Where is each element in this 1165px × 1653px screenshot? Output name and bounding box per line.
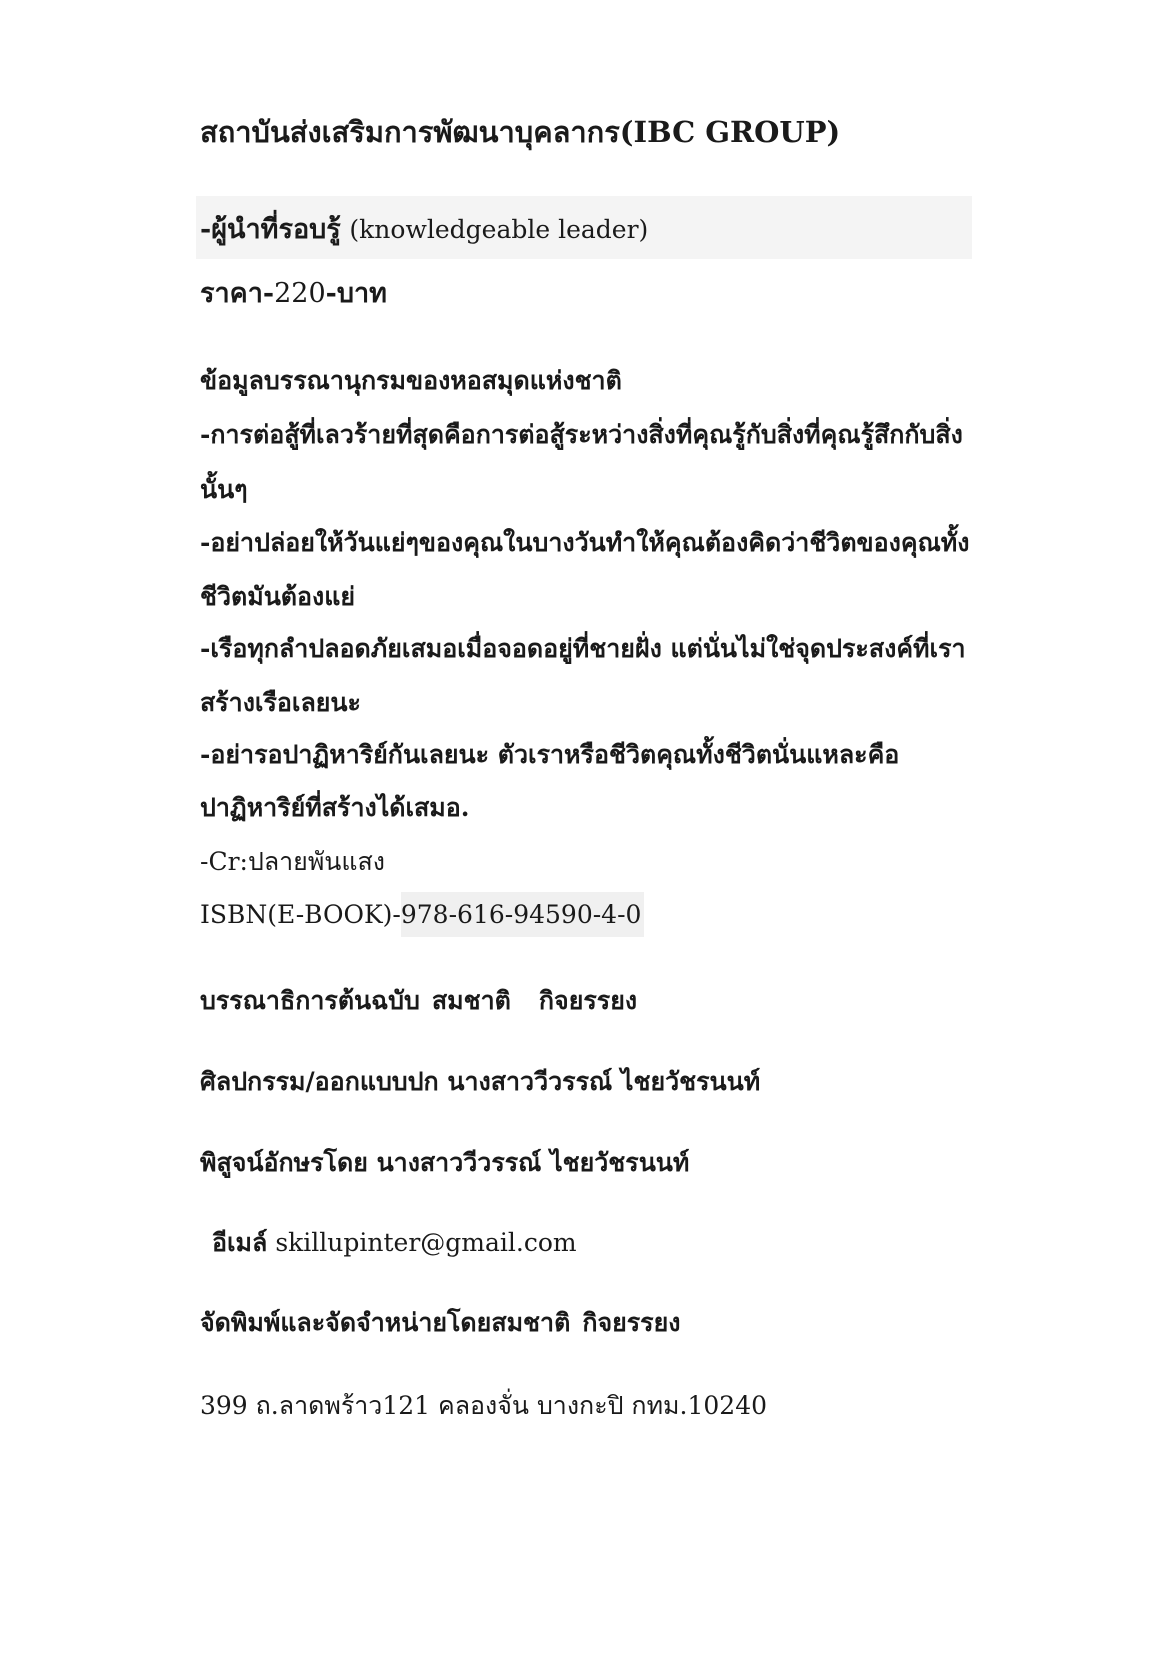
proof-label: พิสูจน์อักษรโดย xyxy=(200,1148,368,1177)
email-label: อีเมล์ xyxy=(212,1228,268,1257)
price-suffix: -บาท xyxy=(325,278,387,309)
editor-first-name: สมชาติ xyxy=(431,986,511,1015)
isbn-line xyxy=(200,902,644,927)
price-value: 220 xyxy=(274,278,326,309)
art-line xyxy=(200,1069,760,1094)
address-line: 399 ถ.ลาดพร้าว121 คลองจั่น บางกะปิ กทม.10240 xyxy=(200,1391,768,1420)
isbn-value: 978-616-94590-4-0 xyxy=(401,892,645,937)
editor-last-name: กิจยรรยง xyxy=(538,986,638,1015)
catalog-line: -อย่าปล่อยให้วันแย่ๆของคุณในบางวันทำให้คุณต้องคิดว่าชีวิตของคุณทั้ง xyxy=(200,528,970,557)
publisher-label: จัดพิมพ์และจัดจำหน่ายโดยสมชาติ xyxy=(200,1308,571,1337)
book-name-en: (knowledgeable leader) xyxy=(349,215,649,244)
email-value: skillupinter@gmail.com xyxy=(275,1228,577,1257)
editor-label: บรรณาธิการต้นฉบับ xyxy=(200,986,420,1015)
catalog-line: สร้างเรือเลยนะ xyxy=(200,688,361,717)
catalog-line: นั้นๆ xyxy=(200,475,248,504)
price-prefix: ราคา- xyxy=(200,278,275,309)
publisher-line xyxy=(200,1310,680,1335)
proof-line xyxy=(200,1150,689,1175)
catalog-line: -การต่อสู้ที่เลวร้ายที่สุดคือการต่อสู้ระหว่างสิ่งที่คุณรู้กับสิ่งที่คุณรู้สึกกับสิ่ง xyxy=(200,420,963,449)
art-label: ศิลปกรรม/ออกแบบปก xyxy=(200,1067,439,1096)
catalog-credit: -Cr:ปลายพันแสง xyxy=(200,847,385,876)
book-name-th: -ผู้นำที่รอบรู้ xyxy=(200,214,341,245)
catalog-line: -เรือทุกลำปลอดภัยเสมอเมื่อจอดอยู่ที่ชายฝั่ง แต่นั่นไม่ใช่จุดประสงค์ที่เรา xyxy=(200,634,966,663)
art-name: นางสาววีวรรณ์ ไชยวัชรนนท์ xyxy=(447,1067,761,1096)
book-price xyxy=(200,280,387,307)
catalog-line: ปาฏิหาริย์ที่สร้างได้เสมอ. xyxy=(200,793,470,822)
email-line xyxy=(212,1230,577,1255)
proof-name: นางสาววีวรรณ์ ไชยวัชรนนท์ xyxy=(376,1148,690,1177)
editor-line xyxy=(200,988,637,1013)
catalog-line: ชีวิตมันต้องแย่ xyxy=(200,582,356,611)
page-title: สถาบันส่งเสริมการพัฒนาบุคลากร(IBC GROUP) xyxy=(200,115,841,149)
catalog-line: -อย่ารอปาฏิหาริย์กันเลยนะ ตัวเราหรือชีวิตคุณทั้งชีวิตนั่นแหละคือ xyxy=(200,740,900,769)
book-name xyxy=(200,216,648,243)
publisher-name: กิจยรรยง xyxy=(582,1308,681,1337)
catalog-heading: ข้อมูลบรรณานุกรมของหอสมุดแห่งชาติ xyxy=(200,366,622,395)
isbn-label: ISBN(E-BOOK)- xyxy=(200,900,401,929)
